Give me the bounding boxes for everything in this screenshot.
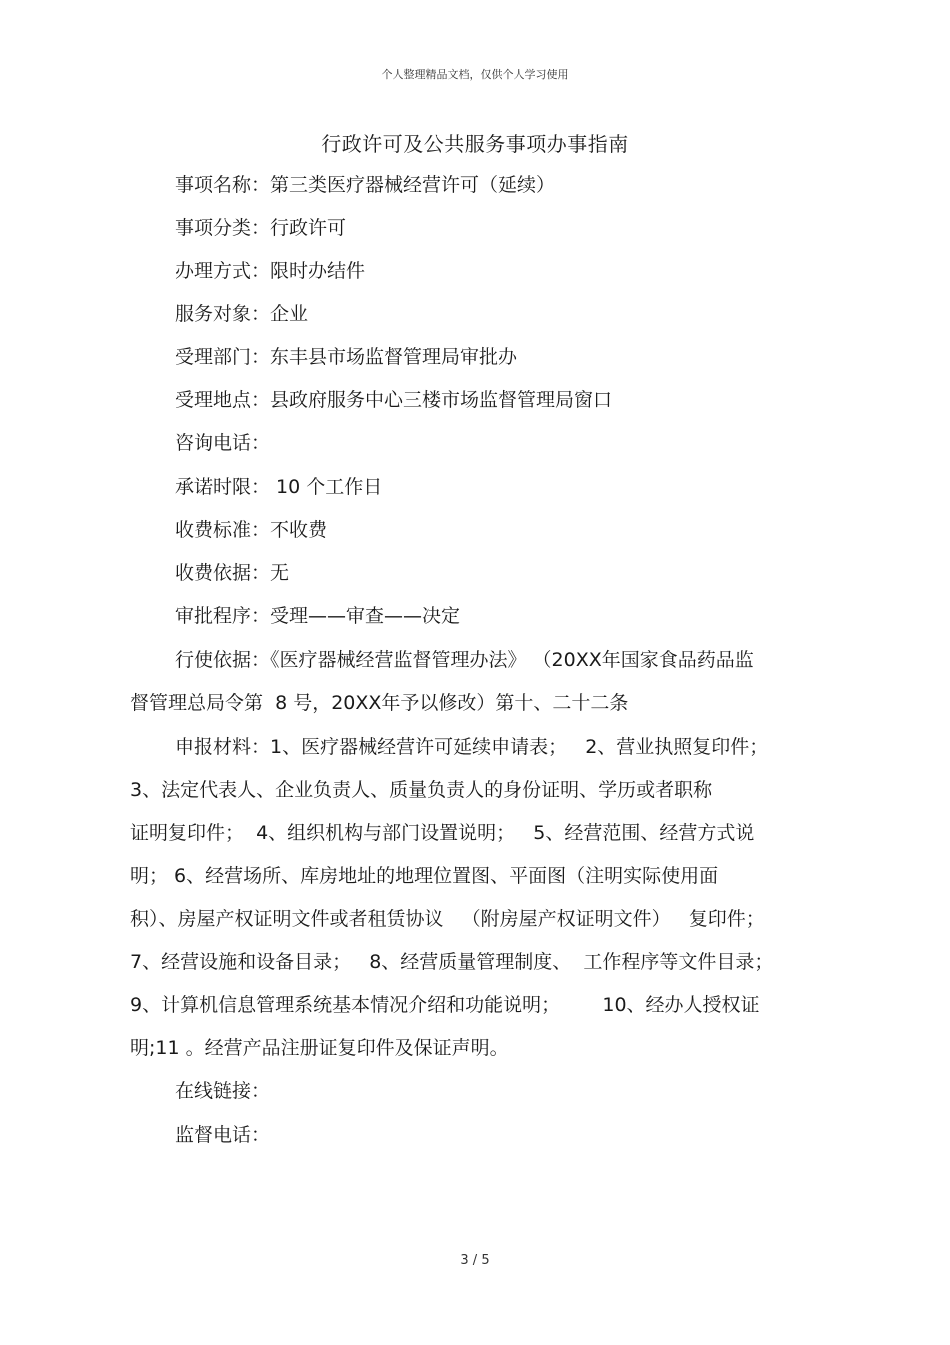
field-value: 第三类医疗器械经营许可（延续） [270, 174, 556, 196]
field-procedure [175, 603, 460, 629]
materials-line: 证明复印件； 4、组织机构与部门设置说明； 5、经营范围、经营方式说 [130, 822, 755, 844]
field-label: 咨询电话： [175, 432, 271, 454]
field-value: 10 个工作日 [270, 476, 383, 498]
legal-basis-line-1: 行使依据：《医疗器械经营监督管理办法》 （20XX年国家食品药品监 [175, 649, 754, 671]
materials-line: 9、计算机信息管理系统基本情况介绍和功能说明； 10、经办人授权证 [130, 994, 760, 1016]
field-label: 审批程序： [175, 605, 271, 627]
field-value: 县政府服务中心三楼市场监督管理局窗口 [270, 389, 613, 411]
page-header-note: 个人整理精品文档，仅供个人学习使用 [381, 68, 569, 81]
field-label: 收费依据： [175, 562, 271, 584]
materials-line: 积）、房屋产权证明文件或者租赁协议 （附房屋产权证明文件） 复印件； [130, 908, 765, 930]
materials-line: 明;11 。经营产品注册证复印件及保证声明。 [130, 1037, 509, 1059]
field-label: 在线链接： [175, 1080, 271, 1102]
field-label: 事项名称： [175, 174, 271, 196]
field-fee-standard [175, 517, 327, 543]
field-label: 受理地点： [175, 389, 271, 411]
field-value: 受理——审查——决定 [270, 605, 461, 627]
field-target [175, 301, 308, 327]
field-online-link [175, 1078, 270, 1104]
field-category [175, 215, 346, 241]
field-fee-basis [175, 560, 289, 586]
field-deadline [175, 474, 382, 500]
field-location [175, 387, 612, 413]
field-label: 承诺时限： [175, 476, 271, 498]
field-label: 服务对象： [175, 303, 271, 325]
field-label: 事项分类： [175, 217, 271, 239]
field-value: 行政许可 [270, 217, 347, 239]
field-value: 不收费 [270, 519, 328, 541]
materials-line: 3、法定代表人、企业负责人、质量负责人的身份证明、学历或者职称 [130, 779, 713, 801]
page-number: 3 / 5 [460, 1253, 490, 1268]
field-department [175, 344, 517, 370]
field-supervision-phone [175, 1122, 270, 1148]
materials-line: 7、经营设施和设备目录； 8、经营质量管理制度、 工作程序等文件目录； [130, 951, 774, 973]
field-value: 东丰县市场监督管理局审批办 [270, 346, 518, 368]
field-method [175, 258, 365, 284]
field-label: 监督电话： [175, 1124, 271, 1146]
materials-line: 申报材料：1、医疗器械经营许可延续申请表； 2、营业执照复印件； [175, 736, 769, 758]
field-value: 无 [270, 562, 290, 584]
legal-basis-line-2: 督管理总局令第 8 号，20XX年予以修改）第十、二十二条 [130, 692, 629, 714]
field-phone [175, 430, 270, 456]
field-label: 办理方式： [175, 260, 271, 282]
materials-line: 明； 6、经营场所、库房地址的地理位置图、平面图（注明实际使用面 [130, 865, 719, 887]
field-label: 受理部门： [175, 346, 271, 368]
field-value: 企业 [270, 303, 309, 325]
field-label: 收费标准： [175, 519, 271, 541]
document-title: 行政许可及公共服务事项办事指南 [321, 132, 629, 156]
field-value: 限时办结件 [270, 260, 366, 282]
field-item-name [175, 172, 555, 198]
